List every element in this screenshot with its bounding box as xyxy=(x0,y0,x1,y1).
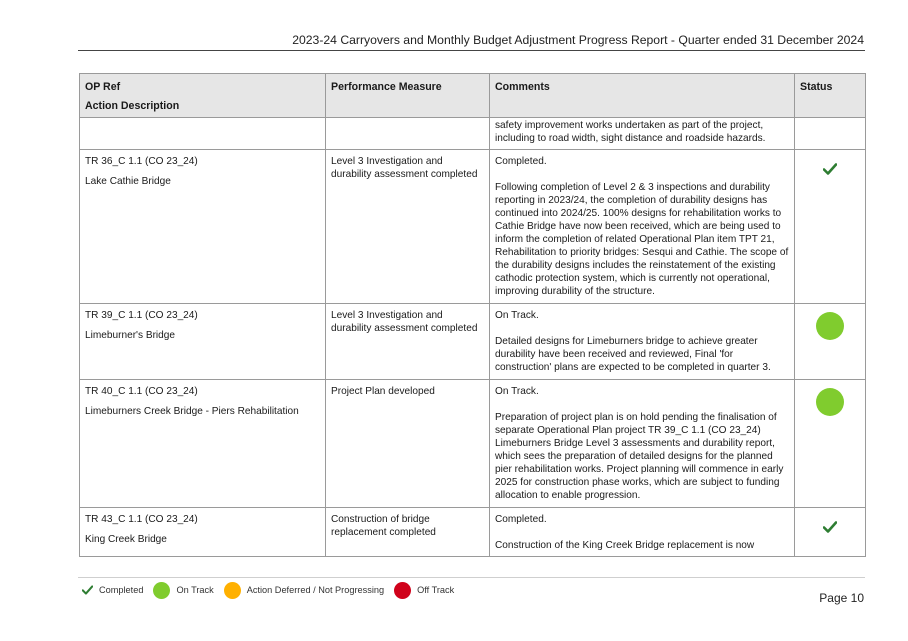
legend-completed xyxy=(78,585,143,595)
off-track-dot-icon xyxy=(394,582,411,599)
status-cell xyxy=(795,150,866,304)
on-track-status-dot xyxy=(816,388,844,416)
op-ref-cell xyxy=(80,380,326,508)
comments-cell xyxy=(490,380,795,508)
footer-divider xyxy=(78,577,865,578)
comments-cell xyxy=(490,304,795,380)
comments-cell xyxy=(490,508,795,557)
col-header-comments: Comments xyxy=(490,74,795,118)
action-description: Limeburners Creek Bridge - Piers Rehabilitation xyxy=(85,406,299,417)
action-description: King Creek Bridge xyxy=(85,534,167,545)
legend-off-track xyxy=(394,582,454,599)
table-row xyxy=(80,118,866,150)
comments-cell xyxy=(490,150,795,304)
comment-status: Completed. xyxy=(495,156,547,167)
progress-table xyxy=(79,73,866,557)
op-ref-cell xyxy=(80,508,326,557)
comment-status: On Track. xyxy=(495,310,539,321)
legend-completed-label: Completed xyxy=(99,585,144,595)
legend-on-track-label: On Track xyxy=(176,585,214,595)
comment-body: Detailed designs for Limeburners bridge to achieve greater durability have been received and reviewed, Final 'for construction' plans are expected to be completed in quarter 3. xyxy=(495,336,771,373)
legend-deferred xyxy=(224,582,384,599)
measure-cell: Level 3 Investigation and durability assessment completed xyxy=(326,304,490,380)
completed-check-icon xyxy=(823,163,837,175)
measure-cell: Project Plan developed xyxy=(326,380,490,508)
op-ref-cell xyxy=(80,118,326,150)
deferred-dot-icon xyxy=(224,582,241,599)
measure-cell: Construction of bridge replacement completed xyxy=(326,508,490,557)
completed-check-icon xyxy=(82,585,93,595)
op-ref: TR 40_C 1.1 (CO 23_24) xyxy=(85,386,198,397)
table-row xyxy=(80,150,866,304)
table-row xyxy=(80,304,866,380)
status-legend xyxy=(78,580,464,600)
legend-deferred-label: Action Deferred / Not Progressing xyxy=(246,585,385,595)
op-ref-cell xyxy=(80,150,326,304)
table-header-row xyxy=(80,74,866,118)
comment-body: Construction of the King Creek Bridge replacement is now xyxy=(495,540,755,551)
status-cell xyxy=(795,508,866,557)
page-number: Page 10 xyxy=(819,591,864,605)
op-ref: TR 43_C 1.1 (CO 23_24) xyxy=(85,514,198,525)
comment-body: Preparation of project plan is on hold pending the finalisation of separate Operational Plan project TR 39_C 1.1 (CO 23_24) Limeburners Bridge Level 3 assessments and durability report, which sees the preparation of detailed designs for the planned pier rehabilitation works. Project planning will commence in early 2025 for construction phase works, which are subject to funding allocation to enable progression. xyxy=(495,412,784,501)
completed-check-icon xyxy=(823,521,837,533)
comment-status: Completed. xyxy=(495,514,547,525)
action-description: Lake Cathie Bridge xyxy=(85,176,171,187)
op-ref: TR 36_C 1.1 (CO 23_24) xyxy=(85,156,198,167)
legend-on-track xyxy=(153,582,213,599)
comment-status: On Track. xyxy=(495,386,539,397)
col-header-status: Status xyxy=(795,74,866,118)
op-ref: TR 39_C 1.1 (CO 23_24) xyxy=(85,310,198,321)
legend-off-track-label: Off Track xyxy=(417,585,455,595)
measure-cell: Level 3 Investigation and durability assessment completed xyxy=(326,150,490,304)
measure-cell xyxy=(326,118,490,150)
status-cell xyxy=(795,380,866,508)
op-ref-cell xyxy=(80,304,326,380)
col-header-op-ref xyxy=(80,74,326,118)
col-header-performance-measure: Performance Measure xyxy=(326,74,490,118)
report-header-title: 2023-24 Carryovers and Monthly Budget Adjustment Progress Report - Quarter ended 31 December 2024 xyxy=(292,33,864,47)
on-track-dot-icon xyxy=(153,582,170,599)
comment-body: safety improvement works undertaken as part of the project, including to road width, sight distance and roadside hazards. xyxy=(495,120,766,144)
status-cell xyxy=(795,304,866,380)
col-header-action-description: Action Description xyxy=(85,100,180,112)
table-row xyxy=(80,380,866,508)
table-row xyxy=(80,508,866,557)
comments-cell xyxy=(490,118,795,150)
on-track-status-dot xyxy=(816,312,844,340)
comment-body: Following completion of Level 2 & 3 inspections and durability reporting in 2023/24, the completion of durability designs has continued into 2024/25. 100% designs for rehabilitation works to Cathie Bridge have now been received, which are being used to inform the completion of related Operational Plan item TPT 21, Rehabilitation to priority bridges: Sesqui and Cathie. The scope of the durability designs includes the reinstatement of the existing cathodic protection system, which is currently not operational, improving durability of the structure. xyxy=(495,182,789,297)
col-header-op-ref-label: OP Ref xyxy=(85,81,121,93)
action-description: Limeburner's Bridge xyxy=(85,330,176,341)
status-cell xyxy=(795,118,866,150)
header-divider xyxy=(78,50,865,51)
